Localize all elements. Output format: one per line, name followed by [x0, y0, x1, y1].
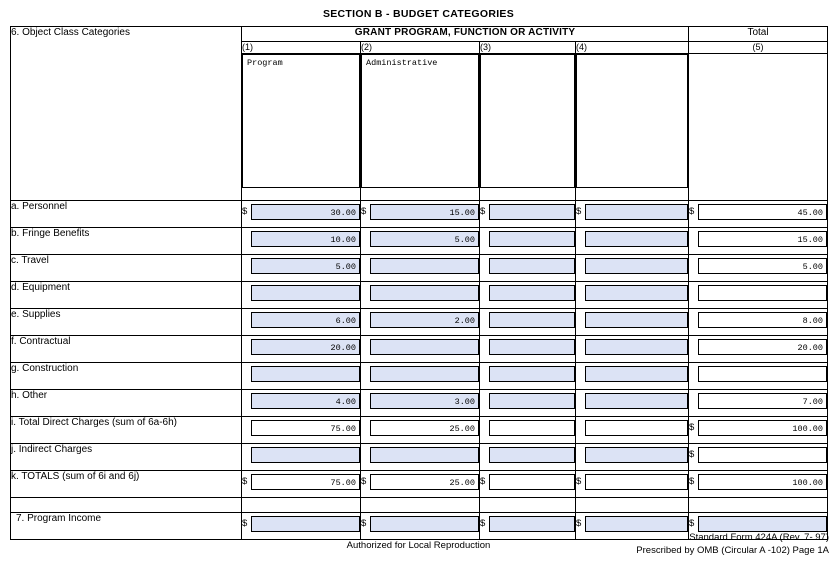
header-total: Total — [689, 27, 828, 42]
budget-amount-r0-cell-3 — [480, 201, 576, 228]
program-income-input-3[interactable] — [489, 516, 575, 532]
budget-amount-r3-cell-3 — [480, 282, 576, 309]
table-row — [11, 282, 828, 309]
budget-amount-r2-cell-3 — [480, 255, 576, 282]
budget-amount-r3-input-4[interactable] — [585, 285, 688, 301]
budget-amount-r2-cell-4 — [576, 255, 689, 282]
budget-amount-r4-input-1[interactable]: 6.00 — [251, 312, 360, 328]
spacer-cell-2 — [242, 498, 361, 513]
dollar-sign: $ — [480, 476, 486, 487]
row-label: e. Supplies — [11, 309, 242, 336]
table-row — [11, 363, 828, 390]
budget-amount-r10-input-4 — [585, 474, 688, 490]
row-label: b. Fringe Benefits — [11, 228, 242, 255]
budget-amount-r6-cell-1 — [242, 363, 361, 390]
budget-amount-r0-cell-4 — [576, 201, 689, 228]
budget-amount-r1-input-5: 15.00 — [698, 231, 827, 247]
budget-amount-r10-input-5: 100.00 — [698, 474, 827, 490]
budget-amount-r8-input-5: 100.00 — [698, 420, 827, 436]
budget-amount-r0-cell-5 — [689, 201, 828, 228]
footer-form-info — [636, 531, 829, 557]
budget-amount-r2-input-3[interactable] — [489, 258, 575, 274]
budget-amount-r7-input-2[interactable]: 3.00 — [370, 393, 479, 409]
column-number-3: (3) — [480, 42, 576, 54]
dollar-sign: $ — [576, 518, 582, 529]
program-income-cell-2 — [361, 513, 480, 540]
row-label: j. Indirect Charges — [11, 444, 242, 471]
program-cell-3 — [480, 54, 576, 201]
budget-amount-r1-cell-5 — [689, 228, 828, 255]
spacer-cell-3 — [361, 498, 480, 513]
budget-amount-r6-input-4[interactable] — [585, 366, 688, 382]
table-row — [11, 201, 828, 228]
dollar-sign: $ — [361, 518, 367, 529]
dollar-sign: $ — [576, 476, 582, 487]
budget-amount-r5-input-4[interactable] — [585, 339, 688, 355]
dollar-sign: $ — [689, 476, 695, 487]
dollar-sign: $ — [689, 518, 695, 529]
budget-amount-r6-input-2[interactable] — [370, 366, 479, 382]
budget-rows — [11, 201, 828, 498]
column-number-1: (1) — [242, 42, 361, 54]
budget-amount-r2-cell-2 — [361, 255, 480, 282]
budget-amount-r1-cell-4 — [576, 228, 689, 255]
table-row — [11, 417, 828, 444]
table-row — [11, 444, 828, 471]
budget-amount-r0-input-3[interactable] — [489, 204, 575, 220]
dollar-sign: $ — [242, 476, 248, 487]
budget-amount-r7-cell-3 — [480, 390, 576, 417]
budget-amount-r4-input-4[interactable] — [585, 312, 688, 328]
budget-amount-r3-input-2[interactable] — [370, 285, 479, 301]
budget-amount-r6-input-5 — [698, 366, 827, 382]
row-label: a. Personnel — [11, 201, 242, 228]
budget-amount-r10-input-1: 75.00 — [251, 474, 360, 490]
budget-amount-r10-cell-4 — [576, 471, 689, 498]
budget-amount-r7-input-3[interactable] — [489, 393, 575, 409]
table-row — [11, 336, 828, 363]
budget-amount-r3-cell-4 — [576, 282, 689, 309]
budget-amount-r2-cell-5 — [689, 255, 828, 282]
dollar-sign: $ — [242, 206, 248, 217]
budget-amount-r5-input-2[interactable] — [370, 339, 479, 355]
budget-amount-r3-cell-1 — [242, 282, 361, 309]
budget-amount-r4-cell-5 — [689, 309, 828, 336]
row-label: c. Travel — [11, 255, 242, 282]
program-income-cell-3 — [480, 513, 576, 540]
budget-amount-r8-cell-2 — [361, 417, 480, 444]
budget-amount-r0-input-5: 45.00 — [698, 204, 827, 220]
program-total-blank — [692, 57, 824, 191]
footer-form-number: Standard Form 424A (Rev. 7- 97) — [689, 532, 829, 543]
budget-amount-r2-input-1[interactable]: 5.00 — [251, 258, 360, 274]
budget-amount-r7-cell-2 — [361, 390, 480, 417]
program-name-input-2[interactable]: Administrative — [361, 54, 479, 188]
budget-amount-r5-cell-2 — [361, 336, 480, 363]
budget-amount-r5-cell-5 — [689, 336, 828, 363]
budget-amount-r7-input-4[interactable] — [585, 393, 688, 409]
spacer-cell-4 — [480, 498, 576, 513]
budget-amount-r8-input-2: 25.00 — [370, 420, 479, 436]
budget-amount-r5-cell-3 — [480, 336, 576, 363]
budget-amount-r5-cell-4 — [576, 336, 689, 363]
budget-amount-r4-input-2[interactable]: 2.00 — [370, 312, 479, 328]
program-income-label: 7. Program Income — [11, 513, 242, 540]
program-cell-total — [689, 54, 828, 201]
dollar-sign: $ — [361, 476, 367, 487]
table-header-row — [11, 27, 828, 42]
budget-amount-r1-cell-2 — [361, 228, 480, 255]
budget-amount-r5-input-5: 20.00 — [698, 339, 827, 355]
footer-omb-text: Prescribed by OMB (Circular A -102) Page 1A — [636, 545, 829, 556]
budget-amount-r9-input-5 — [698, 447, 827, 463]
budget-amount-r0-input-1[interactable]: 30.00 — [251, 204, 360, 220]
budget-amount-r5-input-3[interactable] — [489, 339, 575, 355]
spacer-row — [11, 498, 828, 513]
budget-amount-r3-input-5 — [698, 285, 827, 301]
dollar-sign: $ — [689, 449, 695, 460]
budget-amount-r9-input-1[interactable] — [251, 447, 360, 463]
spacer-cell-5 — [576, 498, 689, 513]
row-label: d. Equipment — [11, 282, 242, 309]
dollar-sign: $ — [480, 518, 486, 529]
budget-amount-r3-input-1[interactable] — [251, 285, 360, 301]
table-row — [11, 471, 828, 498]
budget-amount-r9-input-4[interactable] — [585, 447, 688, 463]
spacer-cell-6 — [689, 498, 828, 513]
table-row — [11, 255, 828, 282]
column-number-2: (2) — [361, 42, 480, 54]
budget-amount-r7-cell-5 — [689, 390, 828, 417]
program-cell-4 — [576, 54, 689, 201]
budget-amount-r0-cell-1 — [242, 201, 361, 228]
budget-amount-r6-cell-3 — [480, 363, 576, 390]
dollar-sign: $ — [689, 422, 695, 433]
budget-amount-r1-input-2[interactable]: 5.00 — [370, 231, 479, 247]
budget-amount-r1-input-1[interactable]: 10.00 — [251, 231, 360, 247]
dollar-sign: $ — [480, 206, 486, 217]
table-row — [11, 228, 828, 255]
footer-authorized-text: Authorized for Local Reproduction — [346, 540, 491, 551]
program-name-input-1[interactable]: Program — [242, 54, 360, 188]
budget-amount-r6-input-1[interactable] — [251, 366, 360, 382]
budget-amount-r8-cell-1 — [242, 417, 361, 444]
budget-amount-r1-input-3[interactable] — [489, 231, 575, 247]
program-income-input-2[interactable] — [370, 516, 479, 532]
budget-amount-r9-cell-2 — [361, 444, 480, 471]
row-label: f. Contractual — [11, 336, 242, 363]
budget-amount-r10-cell-5 — [689, 471, 828, 498]
budget-amount-r9-input-2[interactable] — [370, 447, 479, 463]
program-name-input-4[interactable] — [576, 54, 688, 188]
budget-amount-r7-input-5: 7.00 — [698, 393, 827, 409]
budget-amount-r4-input-3[interactable] — [489, 312, 575, 328]
budget-amount-r8-cell-5 — [689, 417, 828, 444]
budget-amount-r4-input-5: 8.00 — [698, 312, 827, 328]
budget-amount-r9-cell-5 — [689, 444, 828, 471]
dollar-sign: $ — [576, 206, 582, 217]
program-income-cell-1 — [242, 513, 361, 540]
table-row — [11, 390, 828, 417]
budget-amount-r4-cell-2 — [361, 309, 480, 336]
dollar-sign: $ — [689, 206, 695, 217]
budget-amount-r10-cell-1 — [242, 471, 361, 498]
budget-amount-r0-input-2[interactable]: 15.00 — [370, 204, 479, 220]
row-label: k. TOTALS (sum of 6i and 6j) — [11, 471, 242, 498]
row-label: i. Total Direct Charges (sum of 6a-6h) — [11, 417, 242, 444]
table-row — [11, 309, 828, 336]
header-grant-program: GRANT PROGRAM, FUNCTION OR ACTIVITY — [242, 27, 689, 42]
budget-amount-r10-cell-3 — [480, 471, 576, 498]
budget-amount-r6-cell-2 — [361, 363, 480, 390]
spacer-cell-1 — [11, 498, 242, 513]
budget-amount-r8-input-4 — [585, 420, 688, 436]
budget-amount-r4-cell-1 — [242, 309, 361, 336]
budget-amount-r8-input-1: 75.00 — [251, 420, 360, 436]
budget-categories-table — [10, 26, 828, 540]
budget-amount-r9-cell-3 — [480, 444, 576, 471]
budget-amount-r1-cell-1 — [242, 228, 361, 255]
budget-amount-r0-cell-2 — [361, 201, 480, 228]
budget-amount-r2-input-2[interactable] — [370, 258, 479, 274]
budget-amount-r7-input-1[interactable]: 4.00 — [251, 393, 360, 409]
budget-amount-r5-cell-1 — [242, 336, 361, 363]
budget-amount-r10-cell-2 — [361, 471, 480, 498]
budget-amount-r6-cell-5 — [689, 363, 828, 390]
budget-amount-r8-cell-4 — [576, 417, 689, 444]
budget-amount-r9-cell-1 — [242, 444, 361, 471]
budget-amount-r3-input-3[interactable] — [489, 285, 575, 301]
budget-amount-r0-input-4[interactable] — [585, 204, 688, 220]
budget-amount-r3-cell-5 — [689, 282, 828, 309]
row-label: g. Construction — [11, 363, 242, 390]
budget-amount-r3-cell-2 — [361, 282, 480, 309]
program-cell-2 — [361, 54, 480, 201]
budget-amount-r5-input-1[interactable]: 20.00 — [251, 339, 360, 355]
budget-amount-r9-input-3[interactable] — [489, 447, 575, 463]
dollar-sign: $ — [361, 206, 367, 217]
budget-amount-r4-cell-3 — [480, 309, 576, 336]
budget-amount-r2-input-4[interactable] — [585, 258, 688, 274]
page-title: SECTION B - BUDGET CATEGORIES — [322, 8, 515, 20]
column-number-4: (4) — [576, 42, 689, 54]
budget-amount-r2-cell-1 — [242, 255, 361, 282]
budget-amount-r10-input-3 — [489, 474, 575, 490]
budget-amount-r7-cell-1 — [242, 390, 361, 417]
budget-amount-r7-cell-4 — [576, 390, 689, 417]
budget-amount-r1-cell-3 — [480, 228, 576, 255]
program-income-input-1[interactable] — [251, 516, 360, 532]
column-number-5: (5) — [689, 42, 828, 54]
program-cell-1 — [242, 54, 361, 201]
dollar-sign: $ — [242, 518, 248, 529]
program-income-input-5[interactable] — [698, 516, 827, 532]
budget-amount-r9-cell-4 — [576, 444, 689, 471]
row-label: h. Other — [11, 390, 242, 417]
header-object-class: 6. Object Class Categories — [11, 27, 242, 201]
budget-amount-r1-input-4[interactable] — [585, 231, 688, 247]
budget-amount-r6-cell-4 — [576, 363, 689, 390]
program-income-input-4[interactable] — [585, 516, 688, 532]
budget-amount-r4-cell-4 — [576, 309, 689, 336]
program-name-input-3[interactable] — [480, 54, 575, 188]
budget-amount-r6-input-3[interactable] — [489, 366, 575, 382]
budget-amount-r10-input-2: 25.00 — [370, 474, 479, 490]
budget-amount-r8-cell-3 — [480, 417, 576, 444]
budget-amount-r2-input-5: 5.00 — [698, 258, 827, 274]
budget-amount-r8-input-3 — [489, 420, 575, 436]
